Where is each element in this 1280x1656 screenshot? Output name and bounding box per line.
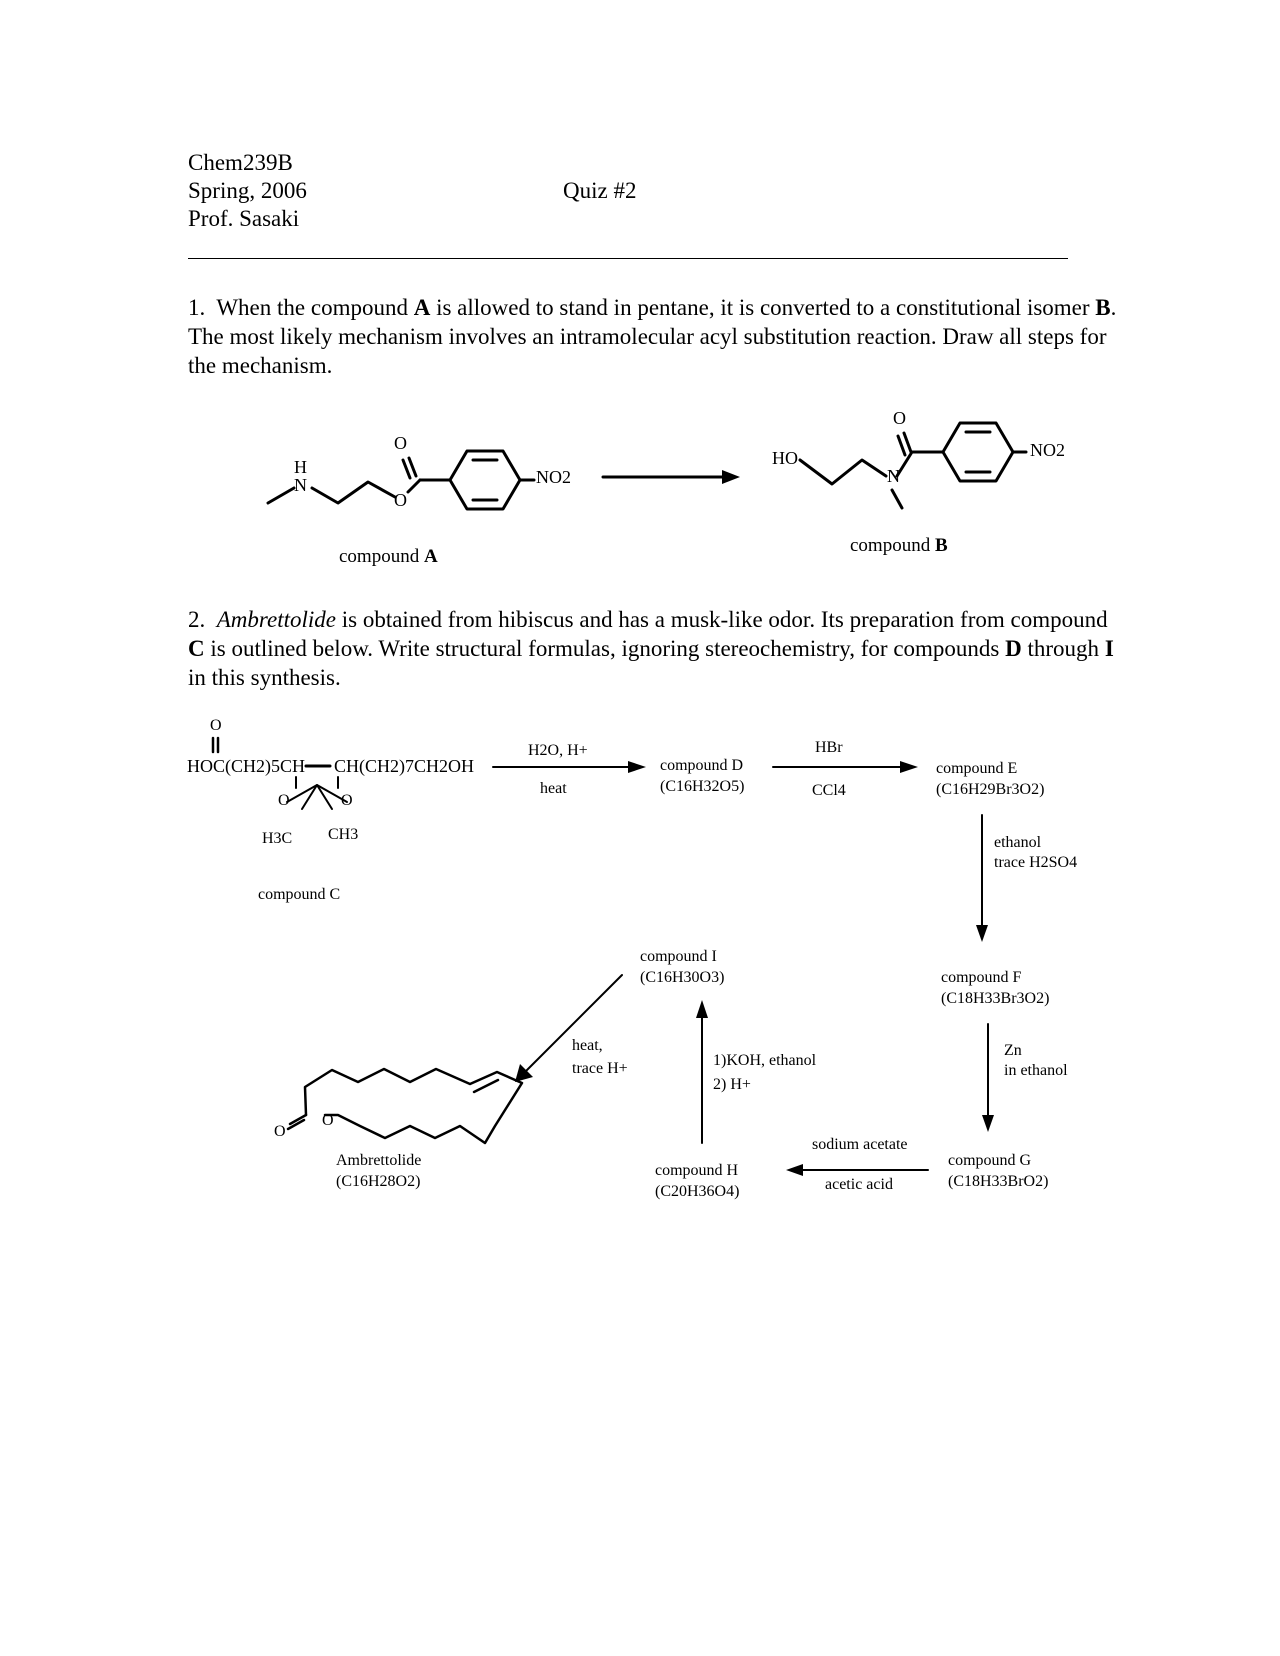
compound-d-label: compound D	[660, 757, 744, 774]
term: Spring, 2006	[188, 178, 307, 203]
step4-line1: Zn	[1004, 1042, 1022, 1059]
c-carbonyl-o: O	[210, 717, 222, 734]
c-carbonyl-bond	[213, 738, 218, 752]
step1-reagent: H2O, H+	[528, 742, 588, 759]
b-atom-n: N	[887, 466, 900, 486]
step7-line1: heat,	[572, 1037, 603, 1054]
q1-bold-b: B	[1095, 295, 1111, 320]
c-h3c: H3C	[262, 830, 293, 847]
c-ring-o-left: O	[278, 792, 290, 809]
arrowhead-c-to-d	[628, 761, 646, 773]
q1-text-2: is allowed to stand in pentane, it is converted to a constitutional isomer	[430, 295, 1096, 320]
step5-solvent: acetic acid	[825, 1176, 893, 1193]
compound-h-label: compound H	[655, 1162, 739, 1179]
q2-text-1: is obtained from hibiscus and has a musk-like odor. Its preparation from compound	[335, 607, 1108, 632]
q2-bold-c: C	[188, 636, 205, 661]
q2-italic-ambrettolide: Ambrettolide	[216, 607, 336, 632]
compound-b-prefix: compound	[850, 535, 935, 556]
step5-reagent: sodium acetate	[812, 1136, 908, 1153]
step1-condition: heat	[540, 780, 567, 797]
compound-e-label: compound E	[936, 760, 1018, 777]
q1-bold-a: A	[413, 295, 431, 320]
q2-text-3: through	[1021, 636, 1105, 661]
compound-g-label: compound G	[948, 1152, 1032, 1169]
c-ch3: CH3	[328, 826, 359, 843]
q2-bold-i: I	[1104, 636, 1114, 661]
step4-line2: in ethanol	[1004, 1062, 1068, 1079]
arrowhead-h-to-i	[696, 1000, 708, 1018]
b-ho-group: HO	[772, 448, 798, 468]
ambrettolide-formula: (C16H28O2)	[336, 1173, 421, 1190]
arrowhead-f-to-g	[982, 1115, 994, 1132]
step6-line1: 1)KOH, ethanol	[713, 1052, 817, 1069]
a-atom-h: H	[294, 457, 307, 477]
ambrettolide-ring	[305, 1069, 522, 1143]
a-atom-carbonyl-o: O	[394, 433, 407, 453]
step2-solvent: CCl4	[812, 782, 846, 799]
course-name: Chem239B	[188, 150, 293, 175]
step3-line1: ethanol	[994, 834, 1042, 851]
a-no2-group: NO2	[536, 467, 571, 487]
compound-f-formula: (C18H33Br3O2)	[941, 990, 1050, 1007]
c-left-chain: HOC(CH2)5CH	[187, 756, 306, 776]
compound-b-letter: B	[934, 535, 948, 556]
compound-a-prefix: compound	[339, 546, 424, 567]
compound-e-formula: (C16H29Br3O2)	[936, 781, 1045, 798]
compound-h-formula: (C20H36O4)	[655, 1183, 740, 1200]
step2-reagent: HBr	[815, 739, 843, 756]
compound-g-formula: (C18H33BrO2)	[948, 1173, 1049, 1190]
compound-i-label: compound I	[640, 948, 717, 965]
compound-f-label: compound F	[941, 969, 1022, 986]
c-ring-o-right: O	[341, 792, 353, 809]
ambrettolide-carbonyl	[288, 1115, 306, 1129]
c-ketal-methyls	[302, 785, 332, 809]
q1-text-1: When the compound	[216, 295, 414, 320]
q2-bold-d: D	[1005, 636, 1022, 661]
q2-number: 2.	[188, 607, 206, 632]
step6-line2: 2) H+	[713, 1076, 751, 1093]
compound-a-letter: A	[423, 546, 438, 567]
step7-line2: trace H+	[572, 1060, 628, 1077]
a-atom-ester-o: O	[394, 490, 407, 510]
b-no2-group: NO2	[1030, 440, 1065, 460]
ambrettolide-carbonyl-o: O	[274, 1123, 286, 1140]
c-right-chain: CH(CH2)7CH2OH	[334, 756, 475, 776]
a-atom-n: N	[294, 475, 307, 495]
b-atom-carbonyl-o: O	[893, 408, 906, 428]
quiz-title: Quiz #2	[563, 178, 637, 203]
q1-text-3: . The most likely mechanism involves an intramolecular acyl substitution reaction. Draw all steps for the mechanism.	[188, 295, 1117, 378]
arrowhead-d-to-e	[900, 761, 918, 773]
q2-text-2: is outlined below. Write structural formulas, ignoring stereochemistry, for compounds	[204, 636, 1006, 661]
ambrettolide-label: Ambrettolide	[336, 1152, 422, 1169]
q2-text-4: in this synthesis.	[188, 665, 341, 690]
compound-i-formula: (C16H30O3)	[640, 969, 725, 986]
step3-line2: trace H2SO4	[994, 854, 1078, 871]
arrowhead-g-to-h	[786, 1164, 803, 1176]
compound-c-label: compound C	[258, 886, 341, 903]
q1-number: 1.	[188, 295, 206, 320]
compound-d-formula: (C16H32O5)	[660, 778, 745, 795]
arrowhead-e-to-f	[976, 925, 988, 942]
ambrettolide-ring-o: O	[322, 1112, 334, 1129]
professor: Prof. Sasaki	[188, 206, 300, 231]
